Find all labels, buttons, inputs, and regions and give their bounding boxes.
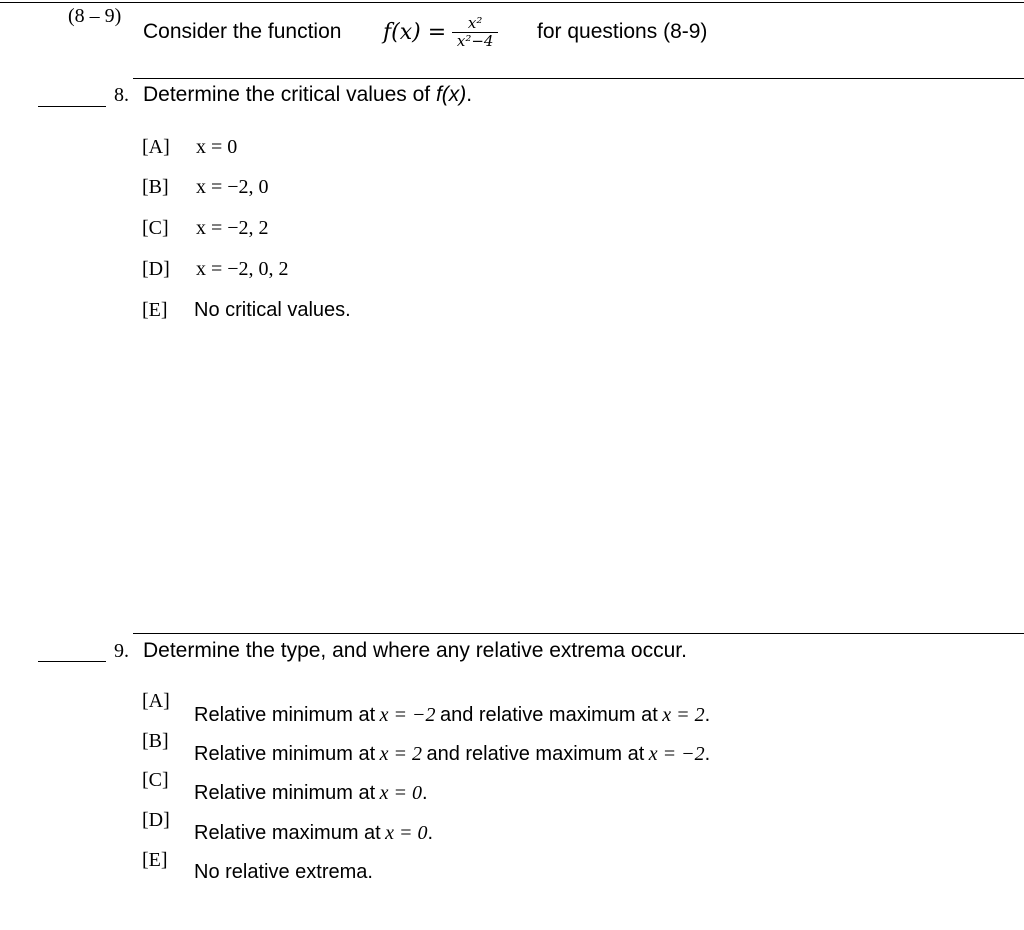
option-letter: [C]	[142, 769, 169, 791]
answer-blank-8[interactable]	[38, 106, 106, 107]
option-math: x = −2	[379, 704, 436, 726]
option-period: .	[704, 743, 711, 765]
option-letter: [B]	[142, 176, 169, 198]
q9-option-d[interactable]	[142, 809, 434, 844]
option-letter: [C]	[142, 217, 169, 239]
option-text: x = −2, 2	[196, 217, 269, 239]
option-text: No critical values.	[194, 299, 351, 321]
fraction-denominator: x²−4	[456, 31, 494, 50]
function-suffix: for questions (8-9)	[537, 20, 708, 43]
function-definition	[383, 4, 498, 60]
header-rule	[133, 78, 1024, 79]
option-text: x = −2, 0, 2	[196, 258, 289, 280]
q9-option-c[interactable]	[142, 769, 428, 804]
q8-option-e[interactable]	[142, 299, 351, 322]
question-9-rule	[133, 633, 1024, 634]
option-period: .	[704, 704, 711, 726]
option-phrase: and relative maximum at	[439, 704, 658, 726]
option-phrase: and relative maximum at	[426, 743, 645, 765]
option-math: x = 2	[379, 743, 422, 765]
intro-text: Consider the function	[143, 20, 342, 43]
option-text: x = 0	[196, 136, 238, 158]
fraction-numerator: x²	[467, 13, 483, 32]
question-9-prompt: Determine the type, and where any relative extrema occur.	[143, 639, 687, 662]
q8-option-c[interactable]	[142, 217, 269, 240]
option-text	[194, 861, 373, 884]
question-8-prompt	[143, 83, 472, 107]
option-letter: [E]	[142, 299, 168, 321]
question-range-label: (8 – 9)	[68, 5, 122, 27]
question-8-prompt-text: Determine the critical values of	[143, 83, 431, 106]
option-phrase: Relative minimum at	[194, 743, 376, 765]
q9-option-e[interactable]	[142, 849, 373, 883]
question-8-prompt-fx: f(x)	[435, 83, 467, 106]
option-text	[194, 822, 433, 845]
option-text	[194, 704, 710, 727]
question-8-prompt-period: .	[466, 83, 473, 106]
option-letter: [D]	[142, 258, 170, 280]
option-phrase: Relative minimum at	[194, 782, 376, 804]
answer-blank-9[interactable]	[38, 661, 106, 662]
function-fraction	[452, 15, 498, 50]
top-rule	[0, 2, 1024, 3]
question-9-number: 9.	[114, 640, 129, 662]
option-letter: [D]	[142, 809, 170, 831]
option-letter: [E]	[142, 849, 168, 871]
option-phrase: Relative maximum at	[194, 822, 381, 844]
q9-option-a[interactable]	[142, 690, 711, 726]
option-text	[194, 782, 428, 805]
function-lhs: f(x) =	[383, 19, 447, 45]
option-math: x = −2	[648, 743, 705, 765]
option-math: x = 2	[662, 704, 705, 726]
option-letter: [A]	[142, 136, 170, 158]
option-phrase: Relative minimum at	[194, 704, 376, 726]
q8-option-b[interactable]	[142, 176, 269, 199]
q9-option-b[interactable]	[142, 730, 711, 765]
option-phrase: No relative extrema.	[194, 861, 373, 883]
option-letter: [A]	[142, 690, 170, 712]
q8-option-a[interactable]	[142, 136, 238, 159]
option-letter: [B]	[142, 730, 169, 752]
q8-option-d[interactable]	[142, 258, 289, 281]
option-text	[194, 743, 710, 766]
option-text: x = −2, 0	[196, 176, 269, 198]
option-math: x = 0	[379, 782, 422, 804]
question-8-number: 8.	[114, 84, 129, 106]
option-period: .	[422, 782, 428, 804]
option-period: .	[427, 822, 434, 844]
option-math: x = 0	[385, 822, 428, 844]
